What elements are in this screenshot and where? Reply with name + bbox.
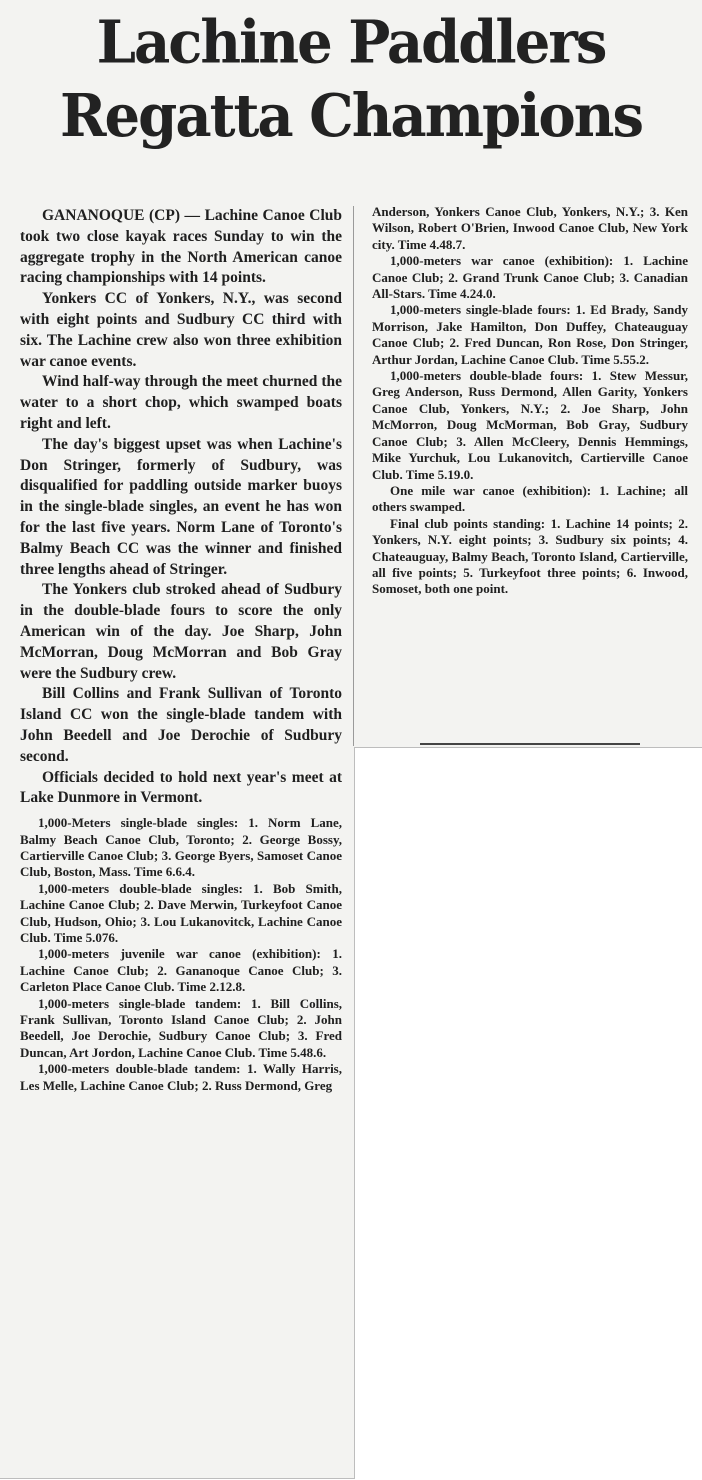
left-column [20, 206, 342, 1094]
article-paragraph: Wind half-way through the meet churned the water to a short chop, which swamped boats right and left. [20, 373, 342, 432]
article-paragraph: Bill Collins and Frank Sullivan of Toronto Island CC won the single-blade tandem with John Beedell and Joe Derochie of Sudbury second. [20, 685, 342, 765]
column-divider [353, 206, 354, 746]
result-item: 1,000-meters double-blade tandem: 1. Wally Harris, Les Melle, Lachine Canoe Club; 2. Russ Dermond, Greg [20, 1061, 342, 1093]
article-paragraph: The day's biggest upset was when Lachine's Don Stringer, formerly of Sudbury, was disqualified for paddling outside marker buoys in the single-blade singles, an event he has won for the last five years. Norm Lane of Toronto's Balmy Beach CC was the winner and finished three lengths ahead of Stringer. [20, 435, 342, 578]
article-paragraph: GANANOQUE (CP) — Lachine Canoe Club took two close kayak races Sunday to win the aggregate trophy in the North American canoe racing championships with 14 points. [20, 207, 342, 287]
article-paragraph: The Yonkers club stroked ahead of Sudbury in the double-blade fours to score the only American win of the day. Joe Sharp, John McMorran, Doug McMorran and Bob Gray were the Sudbury crew. [20, 581, 342, 682]
end-rule [420, 743, 640, 745]
right-column [372, 204, 688, 598]
result-item: Anderson, Yonkers Canoe Club, Yonkers, N.Y.; 3. Ken Wilson, Robert O'Brien, Inwood Canoe Club, New York city. Time 4.48.7. [372, 204, 688, 252]
result-item: 1,000-meters double-blade singles: 1. Bob Smith, Lachine Canoe Club; 2. Dave Merwin, Turkeyfoot Canoe Club, Hudson, Ohio; 3. Lou Lukanovitck, Lachine Canoe Club. Time 5.076. [20, 880, 342, 945]
result-item: One mile war canoe (exhibition): 1. Lachine; all others swamped. [372, 482, 688, 515]
article-paragraph: Yonkers CC of Yonkers, N.Y., was second with eight points and Sudbury CC third with six. The Lachine crew also won three exhibition war canoe events. [20, 290, 342, 370]
result-item: 1,000-meters war canoe (exhibition): 1. Lachine Canoe Club; 2. Grand Trunk Canoe Club; 3. Canadian All-Stars. Time 4.24.0. [372, 253, 688, 302]
article-paragraph: Officials decided to hold next year's meet at Lake Dunmore in Vermont. [20, 768, 342, 807]
result-item: 1,000-meters juvenile war canoe (exhibition): 1. Lachine Canoe Club; 2. Gananoque Canoe Club; 3. Carleton Place Canoe Club. Time 2.12.8. [20, 946, 342, 995]
result-item: 1,000-Meters single-blade singles: 1. Norm Lane, Balmy Beach Canoe Club, Toronto; 2. George Bossy, Cartierville Canoe Club; 3. George Byers, Samoset Canoe Club, Boston, Mass. Time 6.6.4. [20, 815, 342, 880]
result-item: Final club points standing: 1. Lachine 14 points; 2. Yonkers, N.Y. eight points; 3. Sudbury six points; 4. Chateauguay, Balmy Beach, Toronto Island, Cartierville, all five points; 5. Turkeyfoot three points; 6. Inwood, Somoset, both one point. [372, 515, 688, 597]
headline-line-1: Lachine Paddlers [96, 8, 606, 78]
result-item: 1,000-meters single-blade fours: 1. Ed Brady, Sandy Morrison, Jake Hamilton, Don Duffey, Chateauguay Canoe Club; 2. Fred Duncan, Ron Rose, Don Stringer, Arthur Jordan, Lachine Canoe Club. Time 5.55.2. [372, 302, 688, 367]
headline-line-2: Regatta Champions [60, 81, 642, 151]
result-item: 1,000-meters single-blade tandem: 1. Bill Collins, Frank Sullivan, Toronto Island Canoe Club; 2. John Beedell, Joe Derochie, Sudbury Canoe Club; 3. Fred Duncan, Art Jordon, Lachine Canoe Club. Time 5.48.6. [20, 995, 342, 1060]
headline [16, 6, 686, 153]
result-item: 1,000-meters double-blade fours: 1. Stew Messur, Greg Anderson, Russ Dermond, Allen Garity, Yonkers Canoe Club, Yonkers, N.Y.; 2. Joe Sharp, John McMorron, Doug McMorman, Bob Gray, Sudbury Canoe Club; 3. Allen McCleery, Dennis Hemmings, Mike Yurchuk, Lou Lukanovitch, Cartierville Canoe Club. Time 5.19.0. [372, 368, 688, 482]
